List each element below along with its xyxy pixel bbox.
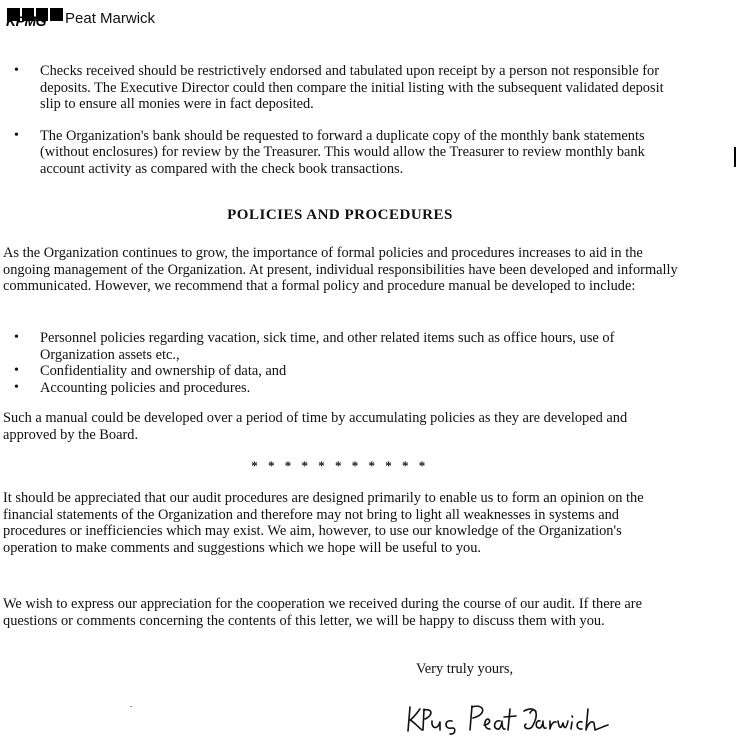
recommendation-text: Checks received should be restrictively endorsed and tabulated upon receipt by a person not responsible for deposits. The Executive Director could then compare the initial listing with the subsequent validated deposit slip to ensure all monies were in fact deposited. bbox=[40, 63, 664, 112]
recommendation-item bbox=[14, 128, 676, 178]
handwritten-signature bbox=[404, 697, 614, 737]
kpmg-logo-text: KPMG bbox=[6, 13, 46, 29]
scan-speck bbox=[130, 706, 132, 707]
section-heading: POLICIES AND PROCEDURES bbox=[227, 207, 453, 223]
audit-disclaimer-paragraph: It should be appreciated that our audit procedures are designed primarily to enable us to form an opinion on the financial statements of the Organization and therefore may not bring to light all weaknesses in systems and procedures or inefficiencies which may exist. We aim, however, to use our knowledge of the Organization's operation to make comments and suggestions which we hope will be useful to you. bbox=[3, 490, 644, 556]
policy-item-text: Personnel policies regarding vacation, sick time, and other related items such as office hours, use of Organization assets etc., bbox=[40, 330, 615, 363]
policy-item bbox=[14, 363, 676, 380]
policy-item bbox=[14, 330, 676, 363]
bullet-icon: • bbox=[14, 127, 19, 143]
bullet-icon: • bbox=[14, 330, 19, 345]
policies-intro: As the Organization continues to grow, the importance of formal policies and procedures increases to aid in the ongoing management of the Organization. At present, individual responsibilities have been developed and informally communicated. However, we recommend that a formal policy and procedure manual be developed to include: bbox=[3, 245, 678, 294]
margin-mark bbox=[734, 147, 736, 167]
policy-item-list bbox=[14, 330, 676, 396]
appreciation-paragraph: We wish to express our appreciation for the cooperation we received during the course of our audit. If there are questions or comments concerning the contents of this letter, we will be happy to discuss them with you. bbox=[3, 596, 642, 629]
section-separator: * * * * * * * * * * * bbox=[251, 458, 429, 473]
policy-item-text: Confidentiality and ownership of data, and bbox=[40, 363, 287, 379]
policy-item-text: Accounting policies and procedures. bbox=[40, 379, 251, 396]
kpmg-logo bbox=[6, 8, 63, 28]
bullet-icon: • bbox=[14, 63, 19, 78]
bullet-icon: • bbox=[14, 379, 19, 395]
recommendation-list bbox=[14, 63, 676, 177]
policy-item bbox=[14, 380, 676, 397]
recommendation-item bbox=[14, 63, 676, 113]
firm-name: Peat Marwick bbox=[65, 9, 156, 27]
bullet-icon: • bbox=[14, 363, 19, 378]
complimentary-close: Very truly yours, bbox=[416, 661, 514, 677]
policies-conclusion: Such a manual could be developed over a period of time by accumulating policies as they are developed and approved by the Board. bbox=[3, 410, 628, 443]
recommendation-text: The Organization's bank should be requested to forward a duplicate copy of the monthly bank statements (without enclosures) for review by the Treasurer. This would allow the Treasurer to review monthly bank account activity as compared with the check book transactions. bbox=[40, 127, 645, 177]
letterhead bbox=[6, 8, 155, 28]
